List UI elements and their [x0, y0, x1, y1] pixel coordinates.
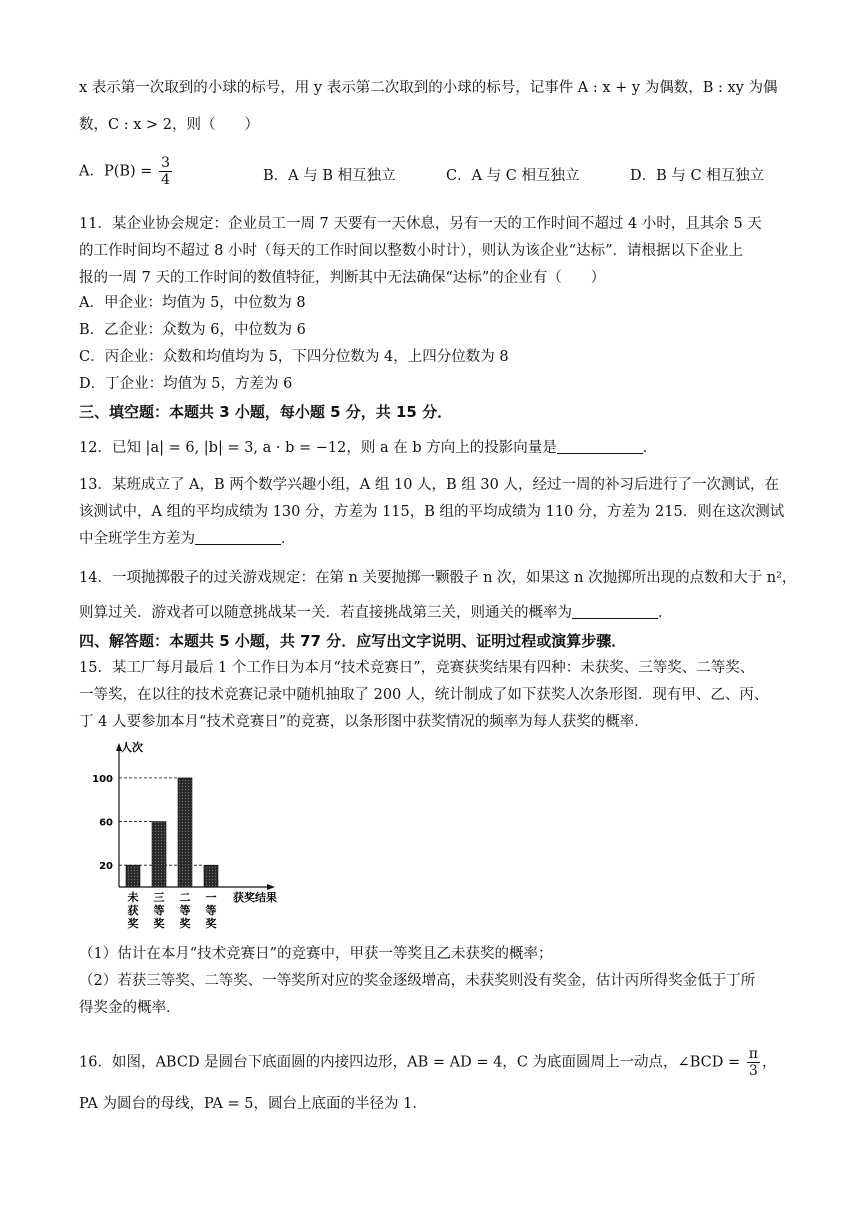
bar — [126, 865, 140, 887]
section-3-heading: 三、填空题：本题共 3 小题，每小题 5 分，共 15 分． — [79, 403, 453, 421]
award-bar-chart — [79, 737, 309, 937]
section-4-heading: 四、解答题：本题共 5 小题，共 77 分．应写出文字说明、证明过程或演算步骤． — [79, 632, 627, 650]
q13-line3: 中全班学生方差为 — [79, 531, 195, 547]
q14-answer-blank — [572, 604, 658, 619]
q10-option-a — [79, 155, 174, 188]
q12-answer-blank — [557, 439, 643, 454]
q12-text: 12．已知 |a| = 6, |b| = 3, a · b = −12，则 a 在 b 方向上的投影向量是 — [79, 440, 557, 456]
q10-option-b: B．A 与 B 相互独立 — [263, 168, 396, 184]
q11-line3: 报的一周 7 天的工作时间的数值特征，判断其中无法确保“达标”的企业有（ ） — [79, 270, 606, 286]
q14-line1: 14．一项抛掷骰子的过关游戏规定：在第 n 关要抛掷一颗骰子 n 次，如果这 n 次抛掷所出现的点数和大于 n²， — [79, 570, 797, 586]
q13-line3-wrap — [79, 528, 296, 550]
x-tick-label: 一等奖 — [205, 891, 217, 930]
fraction-three-quarters — [159, 155, 172, 188]
q10-line2: 数，C : x > 2，则（ ） — [79, 117, 259, 133]
q10-option-a-prefix: A．P(B) = — [79, 163, 153, 180]
q16-line2: PA 为圆台的母线，PA = 5，圆台上底面的半径为 1． — [79, 1096, 427, 1112]
q13-end: ． — [281, 531, 296, 547]
q16-line1-end: ， — [761, 1054, 777, 1071]
q15-sub1: （1）估计在本月“技术竞赛日”的竞赛中，甲获一等奖且乙未获奖的概率； — [79, 946, 553, 962]
bar — [178, 778, 192, 887]
q13-line1: 13．某班成立了 A，B 两个数学兴趣小组，A 组 10 人，B 组 30 人，经过一周的补习后进行了一次测试，在 — [79, 477, 779, 493]
q10-option-c: C．A 与 C 相互独立 — [446, 168, 580, 184]
y-tick-label: 100 — [92, 773, 113, 785]
x-tick-label: 未获奖 — [127, 891, 139, 930]
q11-option-c: C．丙企业：众数和均值均为 5，下四分位数为 4，上四分位数为 8 — [79, 349, 509, 365]
fraction-denominator: 3 — [748, 1063, 758, 1079]
q15-sub2-line2: 得奖金的概率． — [79, 1000, 181, 1016]
bar — [204, 865, 218, 887]
q15-line1: 15．某工厂每月最后 1 个工作日为本月“技术竞赛日”，竞赛获奖结果有四种：未获奖、三等奖、二等奖、 — [79, 660, 755, 676]
x-axis-arrow — [267, 884, 275, 890]
x-axis-label: 获奖结果 — [233, 891, 277, 904]
q15-line2: 一等奖，在以往的技术竞赛记录中随机抽取了 200 人，统计制成了如下获奖人次条形图．现有甲、乙、丙、 — [79, 687, 769, 703]
fraction-numerator: 3 — [161, 155, 170, 171]
x-tick-label: 二等奖 — [179, 891, 191, 930]
q11-option-a: A．甲企业：均值为 5，中位数为 8 — [79, 295, 306, 311]
q14-end: ． — [658, 605, 673, 621]
q14-line2: 则算过关．游戏者可以随意挑战某一关．若直接挑战第三关，则通关的概率为 — [79, 605, 572, 621]
q15-sub2-line1: （2）若获三等奖、二等奖、一等奖所对应的奖金逐级增高，未获奖则没有奖金，估计丙所得奖金低于丁所 — [79, 973, 756, 989]
y-tick-label: 60 — [99, 817, 113, 829]
q16-line1: 16．如图，ABCD 是圆台下底面圆的内接四边形，AB = AD = 4，C 为底面圆周上一动点，∠BCD = — [79, 1054, 741, 1071]
y-axis-label: 人次 — [121, 741, 143, 754]
fraction-pi-over-three — [747, 1046, 760, 1079]
q14-line2-wrap — [79, 602, 673, 624]
q10-line1: x 表示第一次取到的小球的标号，用 y 表示第二次取到的小球的标号，记事件 A : x + y 为偶数，B : xy 为偶 — [79, 80, 778, 96]
fraction-numerator: π — [748, 1046, 758, 1062]
q10-option-d: D．B 与 C 相互独立 — [630, 168, 765, 184]
q12-end: ． — [642, 440, 658, 456]
x-tick-label: 三等奖 — [153, 891, 165, 930]
q12-line — [79, 437, 657, 459]
q11-option-b: B．乙企业：众数为 6，中位数为 6 — [79, 322, 306, 338]
q11-option-d: D．丁企业：均值为 5，方差为 6 — [79, 376, 293, 392]
q13-line2: 该测试中，A 组的平均成绩为 130 分，方差为 115，B 组的平均成绩为 110 分，方差为 215．则在这次测试 — [79, 504, 785, 520]
q16-line1-wrap — [79, 1046, 776, 1079]
fraction-denominator: 4 — [161, 172, 170, 188]
q13-answer-blank — [195, 530, 281, 545]
q15-line3: 丁 4 人要参加本月“技术竞赛日”的竞赛，以条形图中获奖情况的频率为每人获奖的概率． — [79, 714, 649, 730]
q11-line1: 11．某企业协会规定：企业员工一周 7 天要有一天休息，另有一天的工作时间不超过 4 小时，且其余 5 天 — [79, 216, 762, 232]
q11-line2: 的工作时间均不超过 8 小时（每天的工作时间以整数小时计），则认为该企业“达标”．请根据以下企业上 — [79, 243, 744, 259]
bar — [152, 822, 166, 887]
y-tick-label: 20 — [99, 861, 113, 873]
